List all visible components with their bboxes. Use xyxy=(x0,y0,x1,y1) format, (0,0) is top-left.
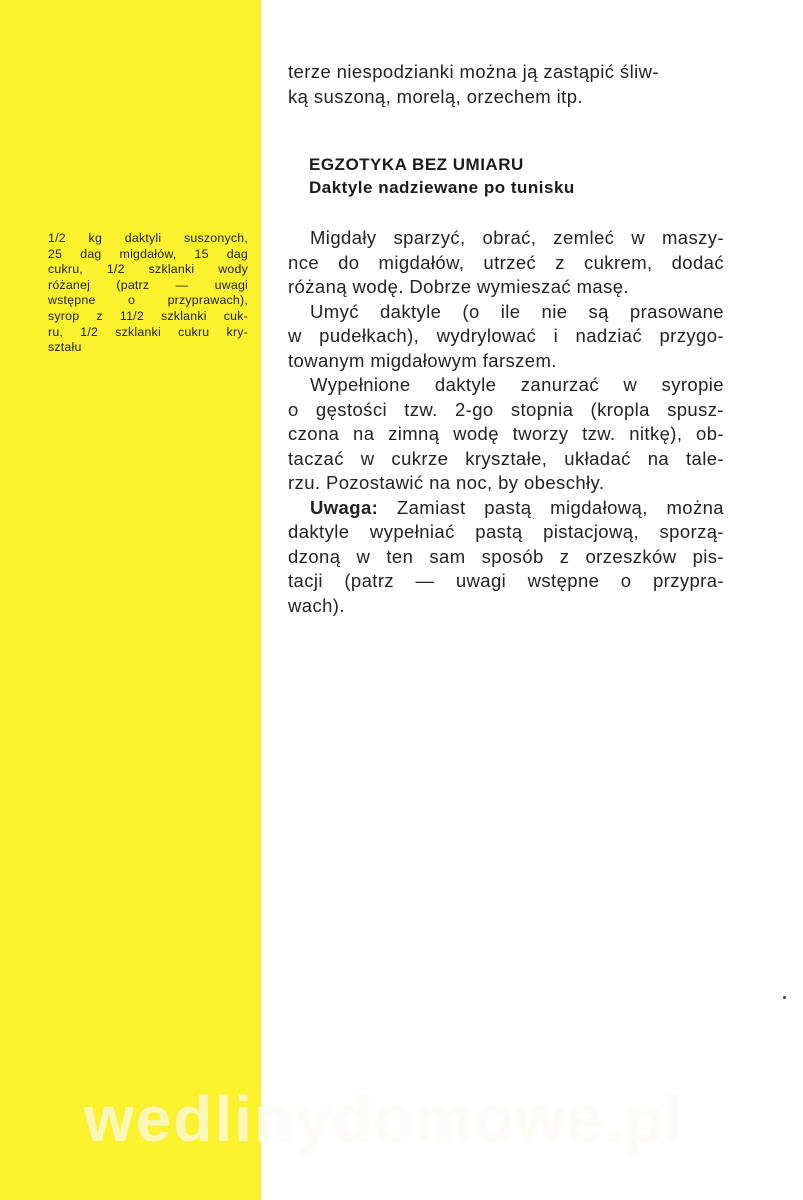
ingredients-line: 25 dag migdałów, 15 dag xyxy=(48,246,248,261)
body-line: rzu. Pozostawić na noc, by obeschły. xyxy=(288,472,605,493)
paragraph-preparation xyxy=(288,226,724,300)
intro-line: terze niespodzianki można ją zastąpić śliw- xyxy=(288,61,659,82)
note-label: Uwaga: xyxy=(310,496,379,518)
ingredients-line: ształu xyxy=(48,340,82,355)
section-title: EGZOTYKA BEZ UMIARU xyxy=(309,155,524,174)
ingredients-line: różanej (patrz — uwagi xyxy=(48,277,248,292)
note-first-line xyxy=(288,496,724,521)
body-line: dzoną w ten sam sposób z orzeszków pis- xyxy=(288,545,724,567)
body-line: Migdały sparzyć, obrać, zemleć w maszy- xyxy=(310,227,724,248)
body-line: Wypełnione daktyle zanurzać w syropie xyxy=(310,374,724,395)
ingredients-line: cukru, 1/2 szklanki wody xyxy=(48,262,248,277)
intro-paragraph xyxy=(288,60,724,109)
ingredients-line: 1/2 kg daktyli suszonych, xyxy=(48,231,248,245)
paragraph-note xyxy=(288,496,724,619)
ingredients-line: wstępne o przyprawach), xyxy=(48,293,248,308)
body-line: tacji (patrz — uwagi wstępne o przypra- xyxy=(288,570,724,591)
note-text: Zamiast pastą migdałową, można xyxy=(378,496,724,518)
recipe-body xyxy=(288,226,724,618)
body-line: nce do migdałów, utrzeć z cukrem, dodać xyxy=(288,251,724,273)
body-line: czona na zimną wodę tworzy tzw. nitkę), ob- xyxy=(288,423,724,444)
recipe-title: Daktyle nadziewane po tunisku xyxy=(309,178,575,197)
body-line: taczać w cukrze kryształe, układać na tale- xyxy=(288,447,724,469)
ingredients-line: syrop z 11/2 szklanki cuk- xyxy=(48,308,248,323)
ingredients-line: ru, 1/2 szklanki cukru kry- xyxy=(48,324,248,339)
ingredients-list xyxy=(48,231,248,356)
body-line: różaną wodę. Dobrze wymieszać masę. xyxy=(288,276,629,297)
paragraph-syrup xyxy=(288,373,724,496)
body-line: wach). xyxy=(288,594,345,616)
body-line: o gęstości tzw. 2-go stopnia (kropla spusz- xyxy=(288,398,724,420)
body-line: w pudełkach), wydrylować i nadziać przygo- xyxy=(288,325,724,346)
print-speck xyxy=(783,996,786,999)
body-line: towanym migdałowym farszem. xyxy=(288,349,557,371)
watermark: wedlinydomowe.pl xyxy=(84,1083,685,1155)
yellow-side-column xyxy=(0,0,261,1200)
paragraph-filling xyxy=(288,300,724,374)
body-line: Umyć daktyle (o ile nie są prasowane xyxy=(310,300,724,322)
recipe-heading xyxy=(309,153,575,199)
body-line: daktyle wypełniać pastą pistacjową, sporzą- xyxy=(288,521,724,542)
intro-line: ką suszoną, morelą, orzechem itp. xyxy=(288,85,583,107)
